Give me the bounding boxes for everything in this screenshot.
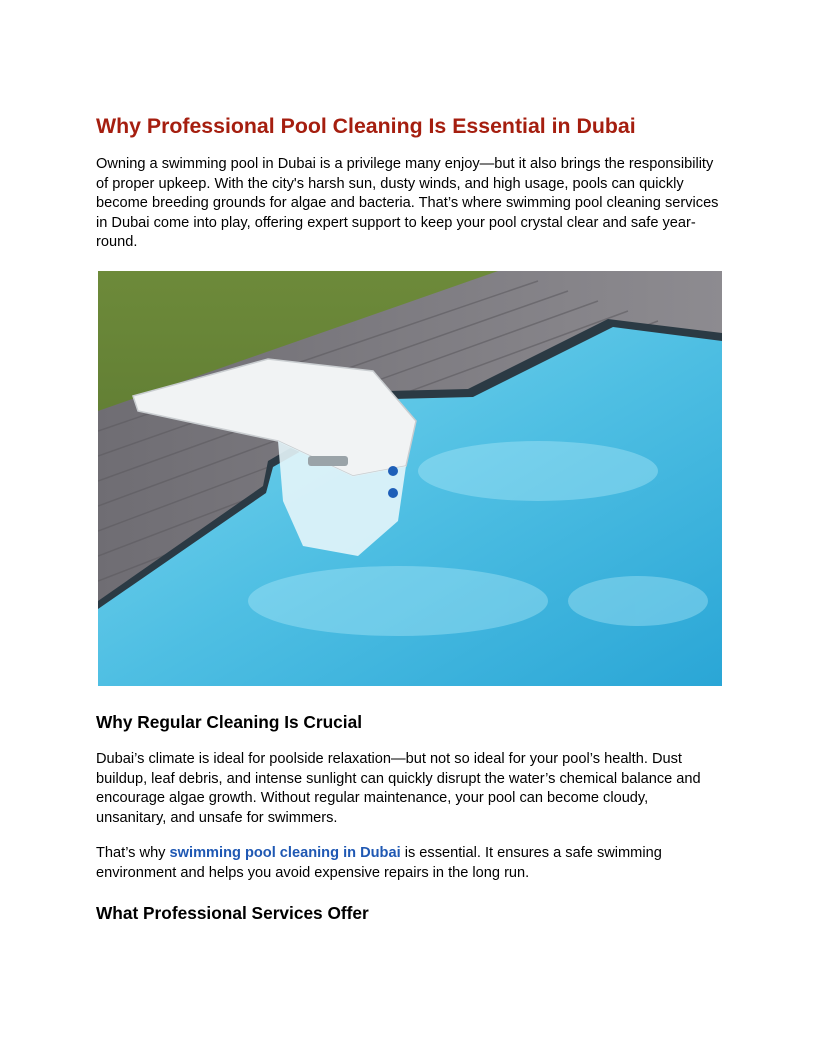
section-heading-professional-services: What Professional Services Offer <box>96 903 369 923</box>
para2-after-text: is essential. It ensures a safe swimming environment and helps you avoid expensive repairs in the long run. <box>96 845 662 881</box>
section-heading-regular-cleaning: Why Regular Cleaning Is Crucial <box>96 712 362 732</box>
intro-paragraph: Owning a swimming pool in Dubai is a privilege many enjoy—but it also brings the responsibility of proper upkeep. With the city's harsh sun, dusty winds, and high usage, pools can quickly become breeding grounds for algae and bacteria. That’s where swimming pool cleaning services in Dubai come into play, offering expert support to keep your pool crystal clear and safe year-round. <box>96 156 719 250</box>
pool-cleaning-dubai-link[interactable]: swimming pool cleaning in Dubai <box>169 845 401 861</box>
pool-skimmer-photo <box>98 271 722 686</box>
section1-paragraph: Dubai’s climate is ideal for poolside relaxation—but not so ideal for your pool’s health. Dust buildup, leaf debris, and intense sunlight can quickly disrupt the water’s chemical balance and encourage algae growth. Without regular maintenance, your pool can become cloudy, unsanitary, and unsafe for swimmers. <box>96 751 701 826</box>
para2-before-text: That’s why <box>96 845 170 861</box>
article-title: Why Professional Pool Cleaning Is Essential in Dubai <box>96 114 636 138</box>
section1-paragraph-2 <box>96 844 722 883</box>
